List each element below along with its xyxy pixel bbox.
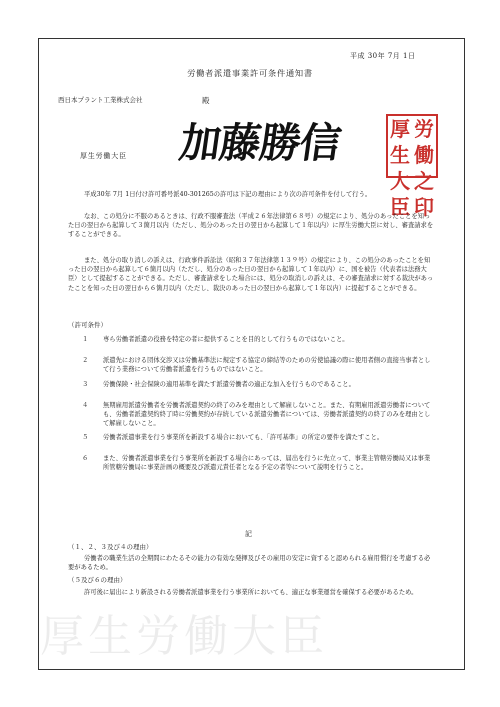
- reason-heading-2: （５及び６の理由）: [68, 576, 127, 584]
- intro-paragraph: 平成30年 7月 1日付け許可番号派40-301265の許可は下記の理由により次の許可条件を付して行う。: [84, 191, 372, 198]
- recipient-honorific: 殿: [202, 96, 210, 105]
- reason-text-1: 労働者の職業生活の全期間にわたるその能力の有効な発揮及びその雇用の安定に資すると認められる雇用慣行を考慮する必要があるため。: [68, 555, 431, 572]
- condition-text: 労働者派遣事業を行う事業所を新設する場合においても、「許可基準」の所定の要件を満たすこと。: [103, 434, 384, 441]
- appeal-paragraph-1: なお、この処分に不服のあるときは、行政不服審査法（平成２６年法律第６８号）の規定により、処分のあったことを知った日の翌日から起算して３箇月以内（ただし、処分のあった日の翌日から起算して１年以内）に厚生労働大臣に対し、審査請求をすることができる。: [68, 213, 434, 239]
- reason-heading-1: （１、２、３及び４の理由）: [68, 543, 153, 551]
- condition-text: 労働保険・社会保険の適用基準を満たす派遣労働者の適正な加入を行うものであること。: [103, 381, 355, 388]
- minister-signature: 加藤勝信: [176, 119, 344, 167]
- condition-number: ５: [82, 434, 89, 441]
- condition-text: また、労働者派遣事業を行う事業所を新設する場合にあっては、届出を行うに先立って、事業主管轄労働局又は事業所管轄労働局に事業計画の概要及び派遣元責任者となる予定の者等について説明を行うこと。: [103, 455, 431, 472]
- appeal-paragraph-2: また、処分の取り消しの訴えは、行政事件訴訟法（昭和３７年法律第１３９号）の規定により、この処分のあったことを知った日の翌日から起算して６箇月以内（ただし、処分のあった日の翌日から起算して１年以内）に、国を被告（代表者は法務大臣）として提起することができる。ただし、審査請求をした場合には、処分の取消しの訴えは、その審査請求に対する裁決があったことを知った日の翌日から６箇月以内（ただし、裁決のあった日の翌日から起算して１年以内）に提起することができる。: [68, 257, 434, 292]
- ki-heading: 記: [245, 530, 252, 538]
- official-seal: [386, 114, 438, 219]
- condition-number: ２: [82, 357, 89, 364]
- condition-text: 派遣先における団体交渉又は労働基準法に規定する協定の締結等のための労使協議の際に使用者側の直接当事者として行う業務について労働者派遣を行うものではないこと。: [103, 357, 431, 374]
- issuer-title: 厚生労働大臣: [80, 152, 127, 160]
- recipient-company: 西日本プラント工業株式会社: [58, 96, 143, 104]
- document-title: 労働者派遣事業許可条件通知書: [187, 68, 313, 78]
- watermark-text: 厚生労働大臣: [40, 611, 328, 662]
- reason-text-2: 許可後に届出により新設される労働者派遣事業を行う事業所においても、適正な事業運営を確保する必要があるため。: [84, 589, 418, 596]
- condition-text: 専ら労働者派遣の役務を特定の者に提供することを目的として行うものではないこと。: [103, 336, 349, 343]
- notice-date: 平成 30年 7月 1日: [350, 52, 416, 60]
- conditions-heading: （許可条件）: [68, 321, 107, 329]
- condition-number: ６: [82, 455, 89, 462]
- condition-number: １: [82, 336, 89, 343]
- seal-char: 厚生: [390, 117, 410, 167]
- condition-number: ４: [82, 402, 89, 409]
- condition-number: ３: [82, 381, 89, 388]
- seal-char: 大臣: [390, 169, 410, 219]
- condition-text: 無期雇用派遣労働者を労働者派遣契約の終了のみを理由として解雇しないこと。また、有期雇用派遣労働者についても、労働者派遣契約終了時に労働契約が存続している派遣労働者については、労働者派遣契約の終了のみを理由として解雇しないこと。: [103, 402, 431, 428]
- seal-char: 労働: [414, 117, 434, 167]
- seal-char: 之印: [414, 169, 434, 219]
